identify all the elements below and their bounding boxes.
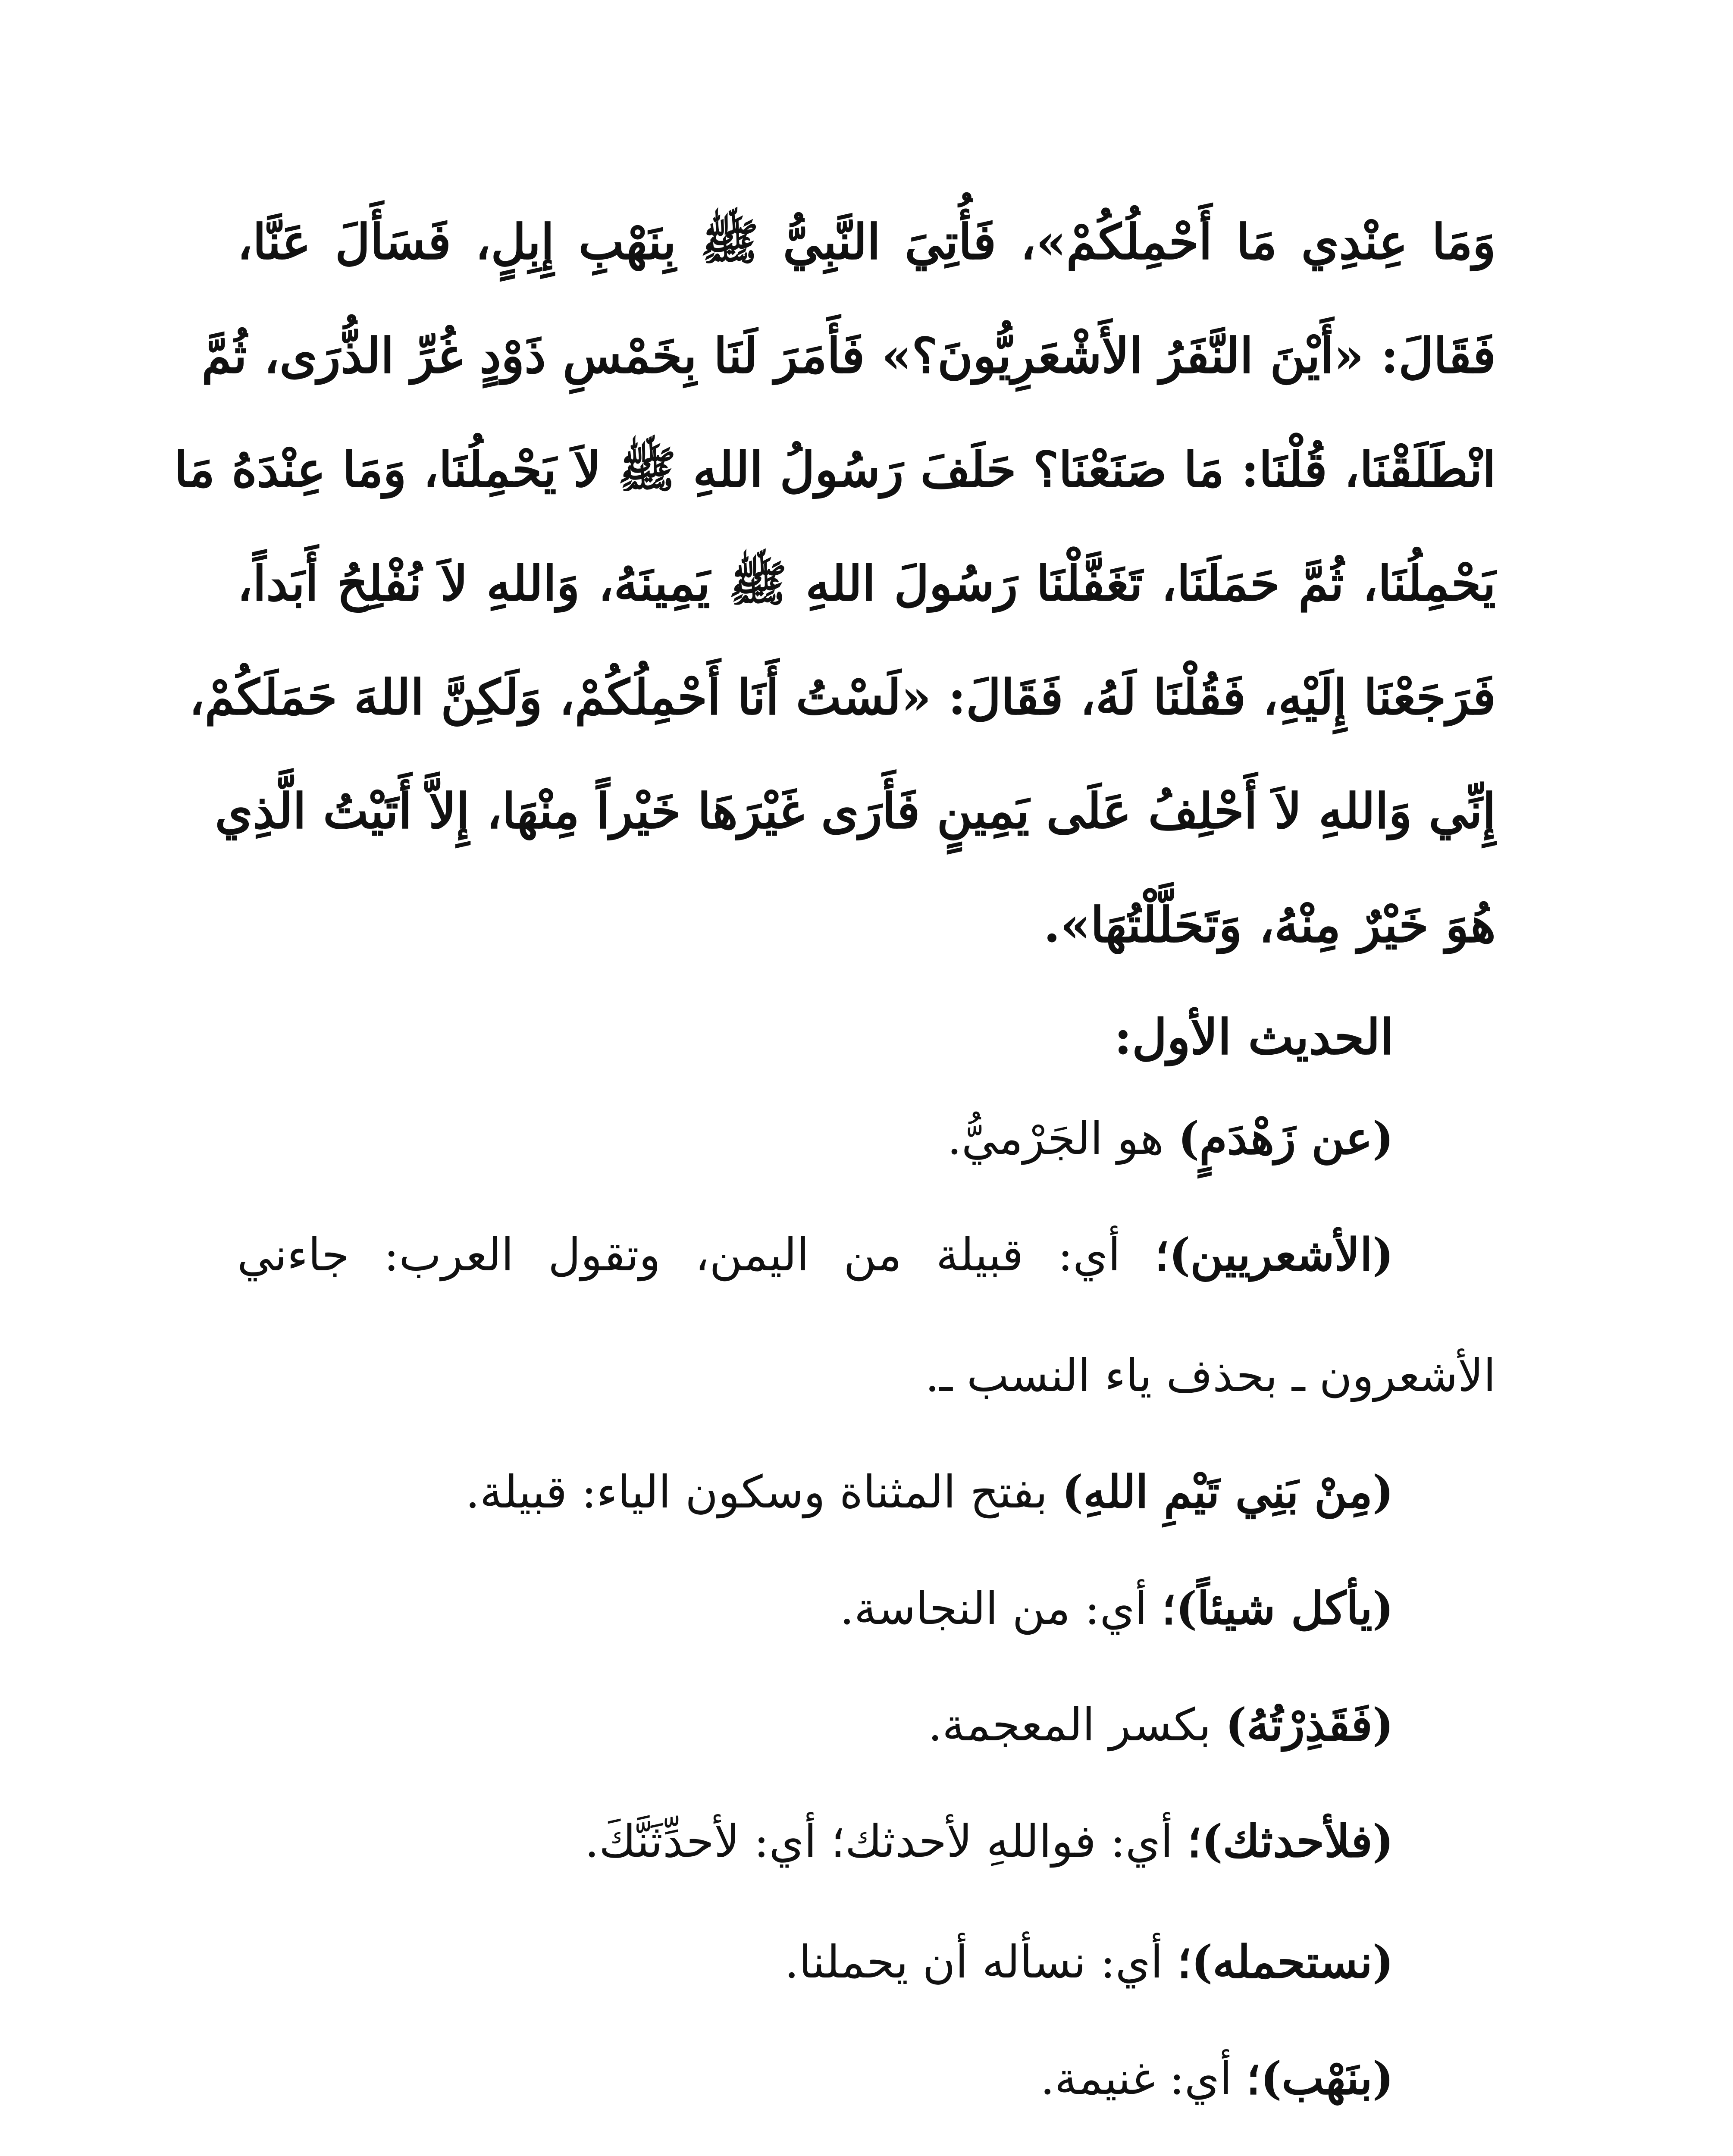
note-continuation: الأشعرون ـ بحذف ياء النسب ـ. [925,1349,1496,1402]
hadith-line-4: يَحْمِلُنَا، ثُمَّ حَمَلَنَا، تَغَفَّلْنَا رَسُولَ اللهِ ﷺ يَمِينَهُ، وَاللهِ لاَ نُفْلِحُ أَبَداً، [237,555,1496,612]
note-item [928,1695,1394,1755]
note-term: (يأكل شيئاً)؛ [1161,1582,1394,1635]
note-item [466,1462,1394,1522]
note-text: أي: نسأله أن يحملنا. [784,1936,1177,1988]
note-term: (الأشعريين)؛ [1155,1228,1394,1281]
hadith-line-5: فَرَجَعْنَا إِلَيْهِ، فَقُلْنَا لَهُ، فَقَالَ: «لَسْتُ أَنَا أَحْمِلُكُمْ، وَلَكِنَّ اللهَ حَمَلَكُمْ، [189,669,1496,726]
note-term: (نستحمله)؛ [1177,1935,1394,1988]
hadith-line-2: فَقَالَ: «أَيْنَ النَّفَرُ الأَشْعَرِيُّونَ؟» فَأَمَرَ لَنَا بِخَمْسِ ذَوْدٍ غُرِّ الذُّرَى، ثُمَّ [201,328,1496,384]
note-item [840,1578,1394,1639]
note-text: بفتح المثناة وسكون الياء: قبيلة. [465,1466,1062,1518]
note-term: (عن زَهْدَمٍ) [1178,1112,1394,1165]
hadith-line-3: انْطَلَقْنَا، قُلْنَا: مَا صَنَعْنَا؟ حَلَفَ رَسُولُ اللهِ ﷺ لاَ يَحْمِلُنَا، وَمَا عِنْدَهُ مَا [174,442,1496,498]
hadith-line-7: هُوَ خَيْرٌ مِنْهُ، وَتَحَلَّلْتُهَا». [1044,897,1496,953]
note-text: أي: قبيلة من اليمن، وتقول العرب: جاءني [237,1228,1155,1281]
note-item [585,1811,1394,1871]
note-term: (بنَهْب)؛ [1246,2052,1394,2105]
hadith-line-1: وَمَا عِنْدِي مَا أَحْمِلُكُمْ»، فَأُتِيَ النَّبِيُّ ﷺ بِنَهْبِ إِبِلٍ، فَسَأَلَ عَنَّا، [237,214,1496,270]
note-text: أي: من النجاسة. [840,1582,1162,1635]
note-term: (مِنْ بَنِي تَيْمِ اللهِ) [1062,1465,1394,1518]
note-text: أي: فواللهِ لأحدثك؛ أي: لأحدِّثَنَّكَ. [585,1815,1188,1868]
note-item [237,1225,1496,1285]
note-text: هو الجَرْميُّ. [947,1112,1178,1165]
note-item [947,1108,1394,1169]
note-text: أي: غنيمة. [1040,2052,1247,2105]
section-heading: الحديث الأول: [1114,1009,1394,1065]
note-item [785,1932,1394,1992]
note-term: (فَقَذِرْتُهُ) [1225,1698,1394,1751]
note-text: بكسر المعجمة. [928,1698,1225,1751]
note-term: (فلأحدثك)؛ [1187,1814,1394,1868]
hadith-line-6: إِنِّي وَاللهِ لاَ أَحْلِفُ عَلَى يَمِينٍ فَأَرَى غَيْرَهَا خَيْراً مِنْهَا، إِلاَّ أَتَيْتُ الَّذِي [215,783,1496,840]
note-item [1040,2048,1394,2109]
